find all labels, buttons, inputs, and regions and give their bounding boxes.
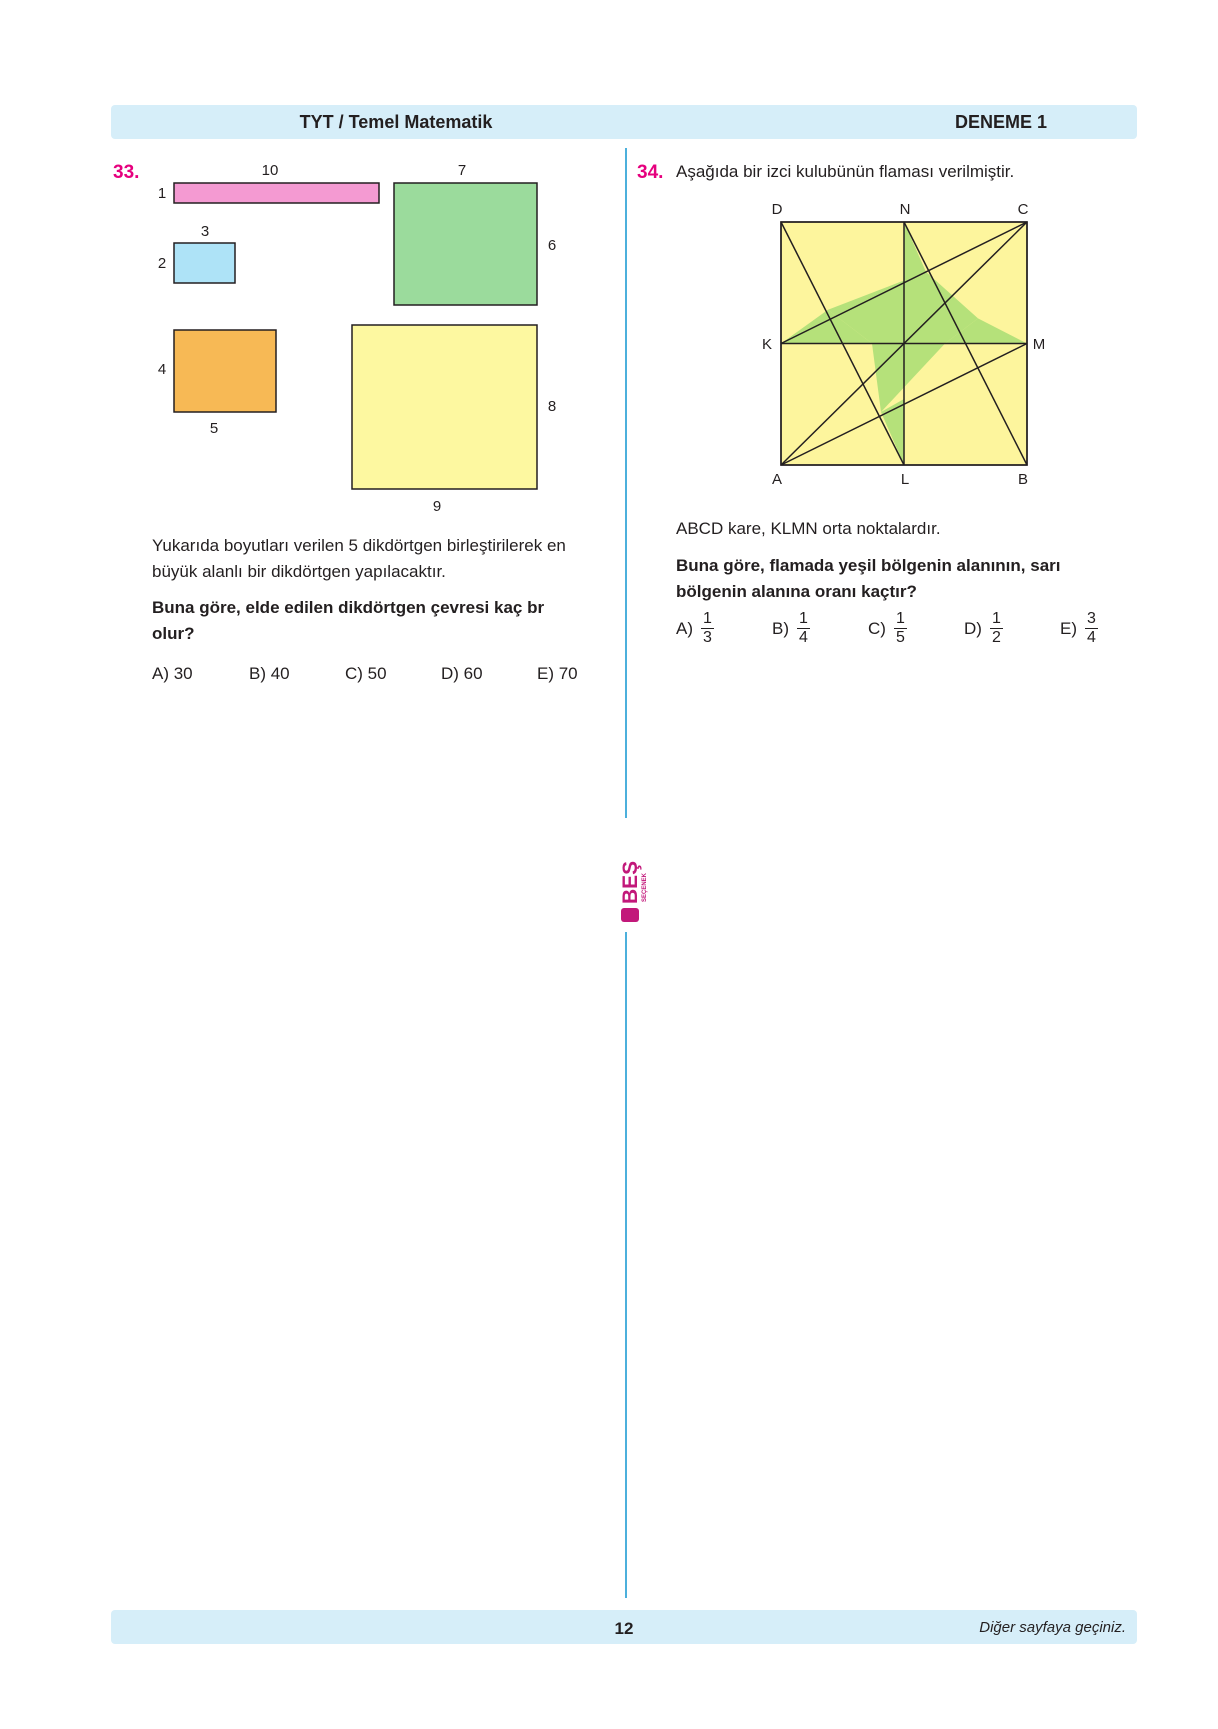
next-page-note: Diğer sayfaya geçiniz. bbox=[979, 1619, 1126, 1636]
q34-choice-e[interactable] bbox=[1060, 610, 1098, 647]
q33-text-line-2: büyük alanlı bir dikdörtgen yapılacaktır. bbox=[152, 562, 446, 581]
blue-height-label: 2 bbox=[157, 255, 167, 272]
q34-choice-d-label: D) bbox=[964, 618, 982, 638]
pink-width-label: 10 bbox=[261, 162, 279, 179]
q34-choice-a-numerator: 1 bbox=[703, 610, 712, 627]
logo-text: BEŞ bbox=[619, 860, 642, 904]
q34-choice-a-denominator: 3 bbox=[703, 629, 712, 646]
q34-choice-a-label: A) bbox=[676, 618, 693, 638]
q34-intro: Aşağıda bir izci kulubünün flaması verilmiştir. bbox=[676, 162, 1015, 181]
q34-choice-c-label: C) bbox=[868, 618, 886, 638]
q34-choice-d[interactable] bbox=[964, 610, 1003, 647]
q34-choice-c-fraction bbox=[894, 610, 907, 647]
q33-text-line-1: Yukarıda boyutları verilen 5 dikdörtgen birleştirilerek en bbox=[152, 536, 566, 555]
q34-choice-e-label: E) bbox=[1060, 618, 1077, 638]
q34-flag-figure bbox=[0, 190, 1218, 490]
q34-choice-b-denominator: 4 bbox=[799, 629, 808, 646]
q33-choice-c[interactable]: C) 50 bbox=[345, 664, 387, 683]
subject-title: TYT / Temel Matematik bbox=[299, 112, 493, 132]
q34-choice-b-label: B) bbox=[772, 618, 789, 638]
pink-height-label: 1 bbox=[157, 185, 167, 202]
point-b-label: B bbox=[1017, 471, 1029, 488]
q34-choice-c[interactable] bbox=[868, 610, 907, 647]
point-a-label: A bbox=[771, 471, 783, 488]
footer-bar bbox=[111, 1610, 1137, 1644]
column-divider-bottom bbox=[625, 932, 627, 1598]
header-bar bbox=[111, 105, 1137, 139]
brand-logo-icon bbox=[611, 844, 648, 922]
q34-choice-e-numerator: 3 bbox=[1087, 610, 1096, 627]
q34-choice-e-fraction bbox=[1085, 610, 1098, 647]
yellow-width-label: 9 bbox=[432, 498, 442, 515]
q34-choice-a-fraction bbox=[701, 610, 714, 647]
question-33-number: 33. bbox=[113, 162, 140, 183]
q34-choice-b-numerator: 1 bbox=[799, 610, 808, 627]
page-number: 12 bbox=[614, 1619, 634, 1638]
q33-question-line-2: olur? bbox=[152, 624, 195, 643]
q34-choice-c-numerator: 1 bbox=[895, 610, 905, 627]
q34-choice-e-denominator: 4 bbox=[1087, 629, 1096, 646]
q33-choice-e[interactable]: E) 70 bbox=[537, 664, 578, 683]
q34-choice-a[interactable] bbox=[676, 610, 714, 647]
q34-given: ABCD kare, KLMN orta noktalardır. bbox=[676, 519, 941, 538]
point-m-label: M bbox=[1032, 336, 1046, 353]
q34-choice-d-numerator: 1 bbox=[991, 610, 1001, 627]
point-d-label: D bbox=[771, 201, 783, 218]
blue-width-label: 3 bbox=[200, 223, 210, 240]
q34-question-line-1: Buna göre, flamada yeşil bölgenin alanının, sarı bbox=[676, 556, 1061, 575]
exam-title: DENEME 1 bbox=[954, 112, 1048, 132]
logo-subtext: SEÇENEK bbox=[642, 872, 648, 902]
q34-choice-d-denominator: 2 bbox=[991, 629, 1001, 646]
q34-choice-b[interactable] bbox=[772, 610, 810, 647]
green-width-label: 7 bbox=[457, 162, 467, 179]
brand-logo bbox=[611, 844, 648, 922]
orange-width-label: 5 bbox=[209, 420, 219, 437]
q34-choice-b-fraction bbox=[797, 610, 810, 647]
yellow-height-label: 8 bbox=[547, 398, 557, 415]
orange-height-label: 4 bbox=[157, 361, 167, 378]
q34-choice-c-denominator: 5 bbox=[895, 629, 905, 646]
point-n-label: N bbox=[899, 201, 911, 218]
q34-question-line-2: bölgenin alanına oranı kaçtır? bbox=[676, 582, 917, 601]
q34-choice-d-fraction bbox=[990, 610, 1003, 647]
point-k-label: K bbox=[761, 336, 773, 353]
q33-question-line-1: Buna göre, elde edilen dikdörtgen çevresi kaç br bbox=[152, 598, 545, 617]
q33-choice-a[interactable]: A) 30 bbox=[152, 664, 193, 683]
q33-choice-d[interactable]: D) 60 bbox=[441, 664, 483, 683]
green-height-label: 6 bbox=[547, 237, 557, 254]
q33-choice-b[interactable]: B) 40 bbox=[249, 664, 290, 683]
point-c-label: C bbox=[1017, 201, 1029, 218]
point-l-label: L bbox=[900, 471, 910, 488]
question-34-number: 34. bbox=[637, 162, 664, 183]
logo-hand-shape bbox=[621, 908, 639, 922]
